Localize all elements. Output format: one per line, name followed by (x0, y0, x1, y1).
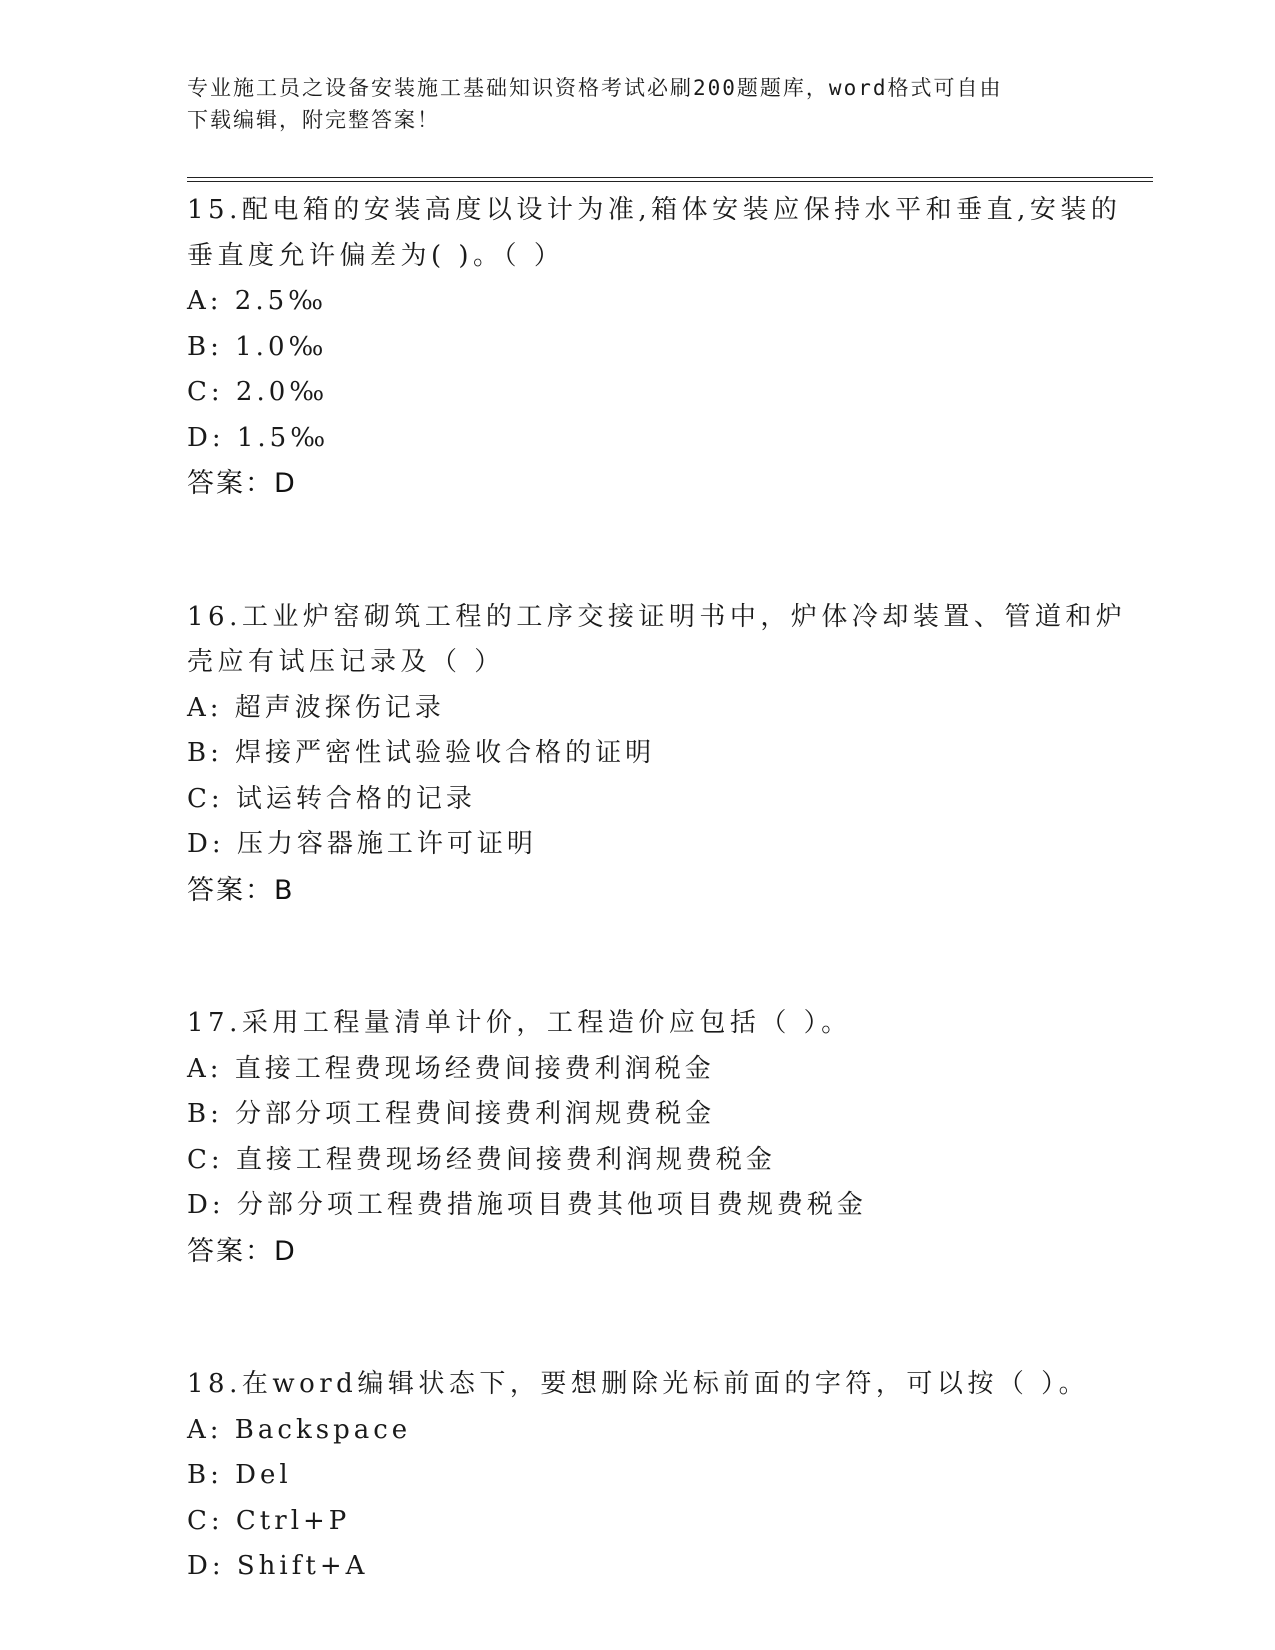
option-c: C: 试运转合格的记录 (187, 783, 476, 814)
question-stem-line: 壳应有试压记录及（ ） (187, 647, 505, 677)
header-divider-top (187, 177, 1153, 178)
option-b: B: 焊接严密性试验验收合格的证明 (187, 738, 656, 768)
question-stem-line: 16.工业炉窑砌筑工程的工序交接证明书中，炉体冷却装置、管道和炉 (187, 601, 1127, 632)
option-d: D: 压力容器施工许可证明 (187, 829, 537, 859)
question-16 (187, 595, 1127, 914)
header-line-1: 专业施工员之设备安装施工基础知识资格考试必刷200题题库，word格式可自由 (187, 76, 1003, 100)
question-stem (187, 1001, 1087, 1047)
option-c: C: 直接工程费现场经费间接费利润规费税金 (187, 1144, 776, 1175)
option-a: A: 2.5‰ (187, 286, 328, 316)
header-line-2: 下载编辑，附完整答案！ (187, 108, 440, 132)
question-spacer (187, 913, 1087, 1001)
question-spacer (187, 1274, 1087, 1362)
answer: 答案：B (187, 874, 295, 906)
question-spacer (187, 507, 1087, 595)
option-c: C: 2.0‰ (187, 377, 329, 407)
question-stem-line: 15.配电箱的安装高度以设计为准,箱体安装应保持水平和垂直,安装的 (187, 195, 1122, 225)
question-stem (187, 595, 1127, 686)
header-divider-bottom (187, 181, 1153, 182)
option-d: D: 分部分项工程费措施项目费其他项目费规费税金 (187, 1190, 867, 1220)
question-stem-line: 垂直度允许偏差为( )。（ ） (187, 240, 565, 271)
question-stem (187, 1362, 1090, 1408)
question-17 (187, 1001, 1087, 1274)
question-15 (187, 188, 1122, 507)
answer: 答案：D (187, 468, 297, 499)
option-a: A: Backspace (187, 1414, 412, 1445)
option-d: D: Shift+A (187, 1551, 369, 1581)
option-b: B: 分部分项工程费间接费利润规费税金 (187, 1099, 716, 1129)
option-b: B: 1.0‰ (187, 331, 328, 362)
question-list (187, 188, 1127, 1590)
question-18 (187, 1362, 1090, 1590)
question-stem-line: 17.采用工程量清单计价，工程造价应包括（ ）。 (187, 1008, 852, 1038)
question-stem (187, 188, 1122, 279)
answer: 答案：D (187, 1235, 297, 1267)
option-a: A: 超声波探伤记录 (187, 692, 445, 723)
document-header (187, 72, 1067, 136)
option-d: D: 1.5‰ (187, 422, 330, 453)
option-a: A: 直接工程费现场经费间接费利润税金 (187, 1053, 715, 1084)
question-stem-line: 18.在word编辑状态下，要想删除光标前面的字符，可以按（ ）。 (187, 1369, 1090, 1399)
option-c: C: Ctrl+P (187, 1505, 351, 1536)
option-b: B: Del (187, 1460, 292, 1490)
